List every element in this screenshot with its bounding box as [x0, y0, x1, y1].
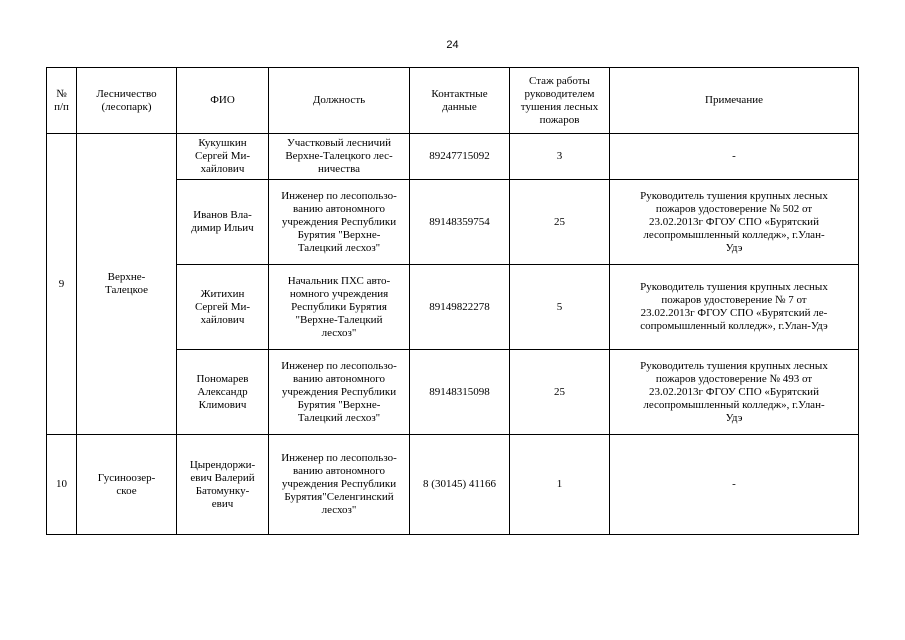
person-contact: 89148315098 — [410, 350, 510, 435]
row-number: 9 — [47, 134, 77, 435]
header-note: Примечание — [610, 68, 859, 134]
header-forestry: Лесничество (лесопарк) — [77, 68, 177, 134]
header-name: ФИО — [177, 68, 269, 134]
person-contact: 8 (30145) 41166 — [410, 435, 510, 535]
forestry-staff-table — [46, 67, 859, 535]
person-position: Инженер по лесопользо- ванию автономного учреждения Республики Бурятия "Верхне- Талецкий лесхоз" — [269, 350, 410, 435]
header-experience: Стаж работы руководителем тушения лесных пожаров — [510, 68, 610, 134]
page-number: 24 — [446, 39, 459, 51]
person-experience: 5 — [510, 265, 610, 350]
person-note: Руководитель тушения крупных лесных пожаров удостоверение № 493 от 23.02.2013г ФГОУ СПО «Бурятский лесопромышленный колледж», г.Улан- Удэ — [610, 350, 859, 435]
person-position: Инженер по лесопользо- ванию автономного учреждения Республики Бурятия "Верхне- Талецкий лесхоз" — [269, 180, 410, 265]
person-experience: 1 — [510, 435, 610, 535]
table-header-row — [47, 68, 859, 134]
person-note: - — [610, 435, 859, 535]
row-number: 10 — [47, 435, 77, 535]
person-name: Пономарев Александр Климович — [177, 350, 269, 435]
header-contact: Контактные данные — [410, 68, 510, 134]
person-contact: 89247715092 — [410, 134, 510, 180]
table-row — [47, 435, 859, 535]
person-contact: 89149822278 — [410, 265, 510, 350]
person-name: Иванов Вла- димир Ильич — [177, 180, 269, 265]
forestry-name: Верхне- Талецкое — [77, 134, 177, 435]
person-experience: 3 — [510, 134, 610, 180]
person-note: Руководитель тушения крупных лесных пожаров удостоверение № 7 от 23.02.2013г ФГОУ СПО «Бурятский ле- сопромышленный колледж», г.Улан-Удэ — [610, 265, 859, 350]
person-name: Цырендоржи- евич Валерий Батомунку- евич — [177, 435, 269, 535]
person-name: Житихин Сергей Ми- хайлович — [177, 265, 269, 350]
person-position: Начальник ПХС авто- номного учреждения Республики Бурятия "Верхне-Талецкий лесхоз" — [269, 265, 410, 350]
person-name: Кукушкин Сергей Ми- хайлович — [177, 134, 269, 180]
person-experience: 25 — [510, 350, 610, 435]
person-note: - — [610, 134, 859, 180]
header-number: № п/п — [47, 68, 77, 134]
person-position: Инженер по лесопользо- ванию автономного учреждения Республики Бурятия"Селенгинский лесхоз" — [269, 435, 410, 535]
forestry-name: Гусиноозер- ское — [77, 435, 177, 535]
person-experience: 25 — [510, 180, 610, 265]
person-note: Руководитель тушения крупных лесных пожаров удостоверение № 502 от 23.02.2013г ФГОУ СПО «Бурятский лесопромышленный колледж», г.Улан- Удэ — [610, 180, 859, 265]
header-position: Должность — [269, 68, 410, 134]
table-row — [47, 134, 859, 180]
person-contact: 89148359754 — [410, 180, 510, 265]
person-position: Участковый лесничий Верхне-Талецкого лес- ничества — [269, 134, 410, 180]
